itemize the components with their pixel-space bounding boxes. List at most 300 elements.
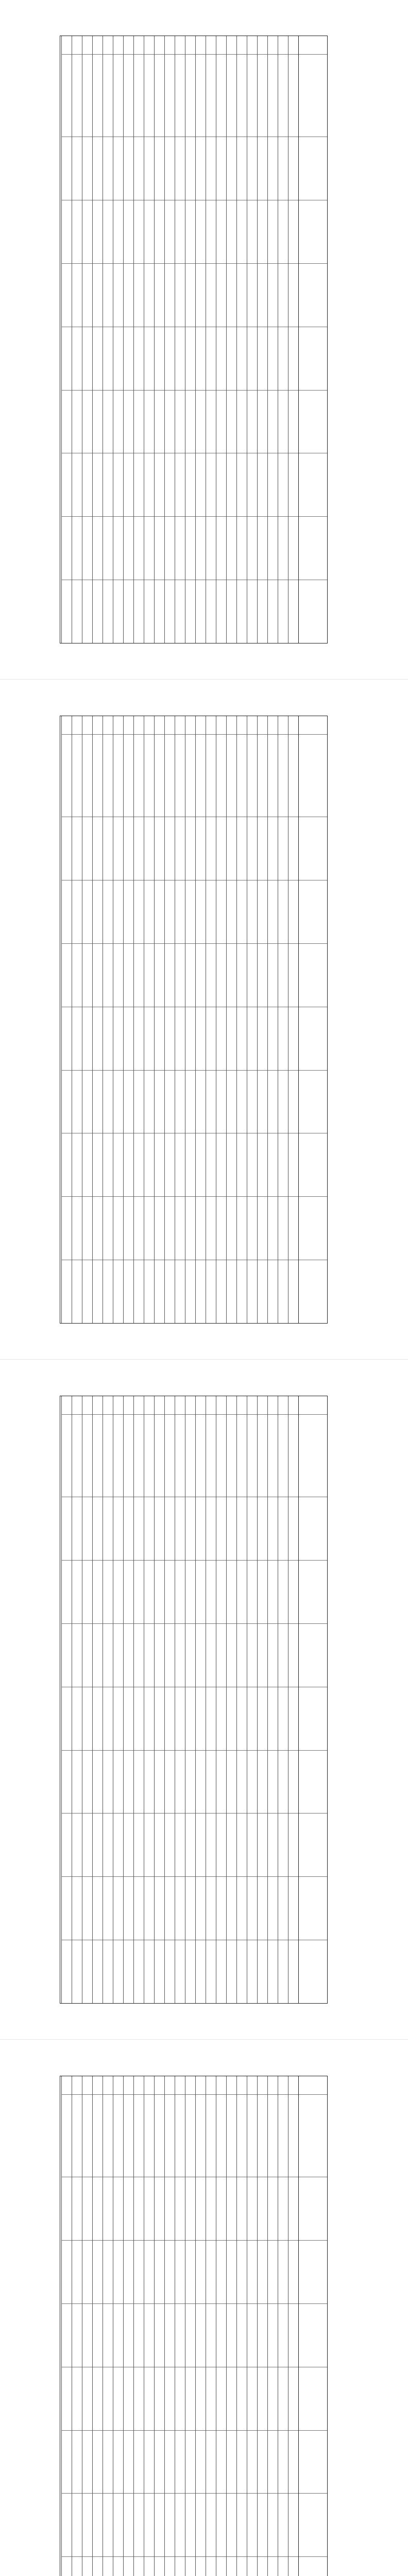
table-cell (196, 2076, 206, 2095)
table-row (216, 36, 226, 643)
table-cell (227, 735, 236, 817)
table-cell (165, 735, 175, 817)
column-header (299, 1007, 327, 1071)
table-cell (72, 2304, 82, 2367)
table-cell (103, 264, 113, 327)
table-cell (185, 1071, 195, 1134)
table-cell (165, 944, 175, 1007)
table-row (175, 716, 185, 1323)
column-header (299, 1877, 327, 1940)
table-cell (144, 264, 154, 327)
table-cell (103, 1751, 113, 1814)
table-cell (268, 1814, 278, 1877)
table-cell (124, 2076, 133, 2095)
table-cell (113, 1751, 123, 1814)
table-cell (62, 1197, 72, 1260)
table-cell (113, 2177, 123, 2241)
table-cell (165, 817, 175, 880)
table-cell (72, 2557, 82, 2576)
table-cell (103, 453, 113, 517)
table-cell (278, 327, 288, 391)
table-cell (134, 1877, 144, 1940)
table-cell (206, 2494, 216, 2557)
table-cell (247, 1260, 257, 1323)
table-cell (72, 2494, 82, 2557)
table-cell (124, 36, 133, 55)
signer-label (45, 41, 50, 72)
table-cell (134, 55, 144, 137)
table-cell (206, 735, 216, 817)
table-cell (165, 2494, 175, 2557)
column-header (299, 1624, 327, 1687)
table-cell (103, 817, 113, 880)
table-cell (82, 580, 92, 643)
table-cell (82, 2095, 92, 2177)
table-cell (165, 137, 175, 200)
table-cell (103, 2304, 113, 2367)
table-cell (185, 880, 195, 944)
table-row (185, 1396, 195, 2003)
table-cell (124, 735, 133, 817)
table-cell (72, 517, 82, 580)
document-page (0, 2040, 408, 2576)
table-cell (82, 453, 92, 517)
table-cell (144, 2095, 154, 2177)
table-cell (175, 327, 185, 391)
table-cell (237, 264, 247, 327)
table-row (236, 2076, 247, 2576)
signer-label (45, 1401, 50, 1432)
table-cell (237, 1751, 247, 1814)
table-cell (93, 517, 103, 580)
table-cell (175, 1497, 185, 1561)
table-cell (196, 1197, 206, 1260)
table-cell (196, 2494, 206, 2557)
table-cell (206, 327, 216, 391)
table-row (226, 2076, 236, 2576)
table-row (154, 2076, 164, 2576)
table-row (278, 2076, 288, 2576)
table-cell (134, 264, 144, 327)
table-cell (62, 944, 72, 1007)
table-cell (237, 944, 247, 1007)
rotated-table-sheet (60, 2076, 348, 2576)
table-cell (196, 2431, 206, 2494)
table-cell (247, 1396, 257, 1415)
table-cell (247, 1877, 257, 1940)
table-cell (216, 1687, 226, 1751)
table-cell (134, 1260, 144, 1323)
table-cell (175, 1197, 185, 1260)
table-cell (216, 1940, 226, 2003)
table-cell (185, 580, 195, 643)
table-cell (103, 55, 113, 137)
table-row (288, 716, 298, 1323)
table-cell (268, 1260, 278, 1323)
table-cell (185, 2095, 195, 2177)
table-row (164, 2076, 175, 2576)
table-cell (144, 2304, 154, 2367)
table-cell (278, 1940, 288, 2003)
table-cell (113, 580, 123, 643)
table-row (278, 716, 288, 1323)
table-cell (227, 1814, 236, 1877)
table-cell (155, 391, 164, 454)
table-cell (144, 1415, 154, 1497)
table-row (154, 1396, 164, 2003)
table-cell (113, 2076, 123, 2095)
table-cell (113, 1007, 123, 1071)
table-cell (227, 1561, 236, 1624)
table-cell (124, 1197, 133, 1260)
table-cell (278, 2076, 288, 2095)
signer-label (45, 2081, 50, 2112)
table-cell (268, 1877, 278, 1940)
table-cell (93, 944, 103, 1007)
table-cell (82, 1814, 92, 1877)
table-cell (196, 735, 206, 817)
table-cell (82, 2494, 92, 2557)
table-cell (144, 1624, 154, 1687)
table-cell (278, 1814, 288, 1877)
table-cell (258, 2241, 267, 2304)
table-row (82, 2076, 92, 2576)
table-cell (144, 735, 154, 817)
table-cell (175, 2304, 185, 2367)
table-row (92, 716, 103, 1323)
column-header (299, 1751, 327, 1814)
table-cell (196, 517, 206, 580)
table-cell (288, 2367, 298, 2431)
table-cell (155, 1497, 164, 1561)
table-cell (165, 1940, 175, 2003)
table-cell (206, 1071, 216, 1134)
table-cell (62, 2241, 72, 2304)
table-cell (288, 944, 298, 1007)
table-cell (206, 264, 216, 327)
table-cell (175, 1260, 185, 1323)
page-title (338, 716, 347, 1324)
table-cell (247, 1197, 257, 1260)
table-cell (227, 2177, 236, 2241)
table-row (92, 36, 103, 643)
table-cell (278, 264, 288, 327)
table-cell (237, 137, 247, 200)
table-cell (72, 716, 82, 735)
table-cell (258, 1133, 267, 1197)
table-row (123, 36, 133, 643)
table-cell (103, 716, 113, 735)
table-cell (165, 55, 175, 137)
table-cell (247, 55, 257, 137)
table-cell (206, 2177, 216, 2241)
table-cell (247, 517, 257, 580)
table-cell (247, 817, 257, 880)
table-cell (175, 517, 185, 580)
table-cell (165, 453, 175, 517)
table-cell (206, 1877, 216, 1940)
table-cell (103, 1197, 113, 1260)
table-cell (258, 1071, 267, 1134)
table-cell (258, 716, 267, 735)
table-cell (185, 55, 195, 137)
table-cell (247, 1497, 257, 1561)
table-cell (103, 2494, 113, 2557)
table-cell (196, 2241, 206, 2304)
data-table (60, 1396, 328, 2004)
table-cell (288, 264, 298, 327)
table-cell (227, 1396, 236, 1415)
table-cell (237, 391, 247, 454)
table-cell (155, 1940, 164, 2003)
table-cell (247, 2076, 257, 2095)
table-cell (237, 1877, 247, 1940)
table-cell (247, 735, 257, 817)
table-cell (165, 880, 175, 944)
table-cell (134, 1415, 144, 1497)
table-cell (216, 1561, 226, 1624)
table-cell (62, 453, 72, 517)
table-cell (144, 944, 154, 1007)
table-cell (216, 200, 226, 264)
table-cell (165, 1415, 175, 1497)
table-cell (113, 1561, 123, 1624)
table-cell (288, 880, 298, 944)
table-row (257, 2076, 267, 2576)
table-cell (258, 1751, 267, 1814)
table-cell (278, 1260, 288, 1323)
table-cell (124, 517, 133, 580)
column-header (299, 2431, 327, 2494)
table-cell (237, 2241, 247, 2304)
table-cell (72, 1197, 82, 1260)
table-cell (227, 2557, 236, 2576)
table-cell (227, 1007, 236, 1071)
table-cell (82, 817, 92, 880)
column-header (299, 1071, 327, 1134)
table-cell (93, 2367, 103, 2431)
table-cell (82, 264, 92, 327)
table-cell (155, 2241, 164, 2304)
table-cell (165, 2076, 175, 2095)
table-cell (72, 1814, 82, 1877)
table-cell (113, 817, 123, 880)
table-cell (144, 1197, 154, 1260)
table-cell (216, 36, 226, 55)
table-cell (124, 453, 133, 517)
table-cell (82, 1260, 92, 1323)
table-cell (206, 200, 216, 264)
table-cell (196, 453, 206, 517)
table-cell (278, 1197, 288, 1260)
table-cell (72, 944, 82, 1007)
table-cell (288, 391, 298, 454)
table-row (267, 1396, 278, 2003)
table-cell (62, 36, 72, 55)
table-cell (134, 36, 144, 55)
table-row (288, 2076, 298, 2576)
page-title (338, 1396, 347, 2004)
table-cell (144, 1814, 154, 1877)
table-cell (144, 2494, 154, 2557)
table-cell (288, 716, 298, 735)
table-cell (237, 1260, 247, 1323)
table-cell (144, 1133, 154, 1197)
table-cell (62, 716, 72, 735)
table-cell (134, 453, 144, 517)
table-cell (206, 1133, 216, 1197)
table-row (226, 1396, 236, 2003)
table-cell (175, 880, 185, 944)
table-cell (175, 453, 185, 517)
table-cell (134, 817, 144, 880)
table-row (195, 716, 206, 1323)
table-cell (113, 1814, 123, 1877)
table-cell (134, 2367, 144, 2431)
table-cell (165, 1624, 175, 1687)
table-cell (82, 2367, 92, 2431)
table-cell (268, 1415, 278, 1497)
table-cell (93, 2557, 103, 2576)
table-cell (62, 1007, 72, 1071)
table-cell (237, 1687, 247, 1751)
table-cell (258, 453, 267, 517)
table-cell (206, 55, 216, 137)
table-cell (103, 137, 113, 200)
column-header (299, 944, 327, 1007)
table-cell (62, 2304, 72, 2367)
table-header-row (298, 2076, 327, 2576)
table-cell (206, 1751, 216, 1814)
table-cell (175, 1814, 185, 1877)
table-cell (62, 2431, 72, 2494)
table-cell (165, 2557, 175, 2576)
table-cell (62, 1133, 72, 1197)
table-cell (216, 880, 226, 944)
table-cell (134, 735, 144, 817)
table-cell (155, 1751, 164, 1814)
table-cell (268, 817, 278, 880)
table-cell (247, 137, 257, 200)
table-cell (144, 1561, 154, 1624)
document-page (0, 0, 408, 680)
table-cell (62, 55, 72, 137)
table-cell (258, 200, 267, 264)
table-cell (165, 391, 175, 454)
table-cell (288, 1877, 298, 1940)
table-cell (196, 2095, 206, 2177)
table-cell (155, 1624, 164, 1687)
table-row (216, 2076, 226, 2576)
table-cell (206, 2304, 216, 2367)
table-cell (196, 817, 206, 880)
table-row (103, 1396, 113, 2003)
table-cell (62, 1940, 72, 2003)
table-row (175, 1396, 185, 2003)
table-cell (134, 2076, 144, 2095)
table-cell (93, 1877, 103, 1940)
table-cell (278, 1624, 288, 1687)
table-cell (72, 1940, 82, 2003)
table-cell (103, 1561, 113, 1624)
table-cell (268, 1007, 278, 1071)
table-cell (93, 1415, 103, 1497)
table-cell (103, 1624, 113, 1687)
table-cell (268, 580, 278, 643)
table-cell (165, 716, 175, 735)
table-row (267, 716, 278, 1323)
table-cell (278, 817, 288, 880)
table-cell (72, 817, 82, 880)
table-cell (134, 1751, 144, 1814)
table-cell (72, 580, 82, 643)
column-header (299, 391, 327, 454)
table-cell (82, 36, 92, 55)
table-cell (258, 817, 267, 880)
table-row (226, 36, 236, 643)
table-cell (268, 1071, 278, 1134)
table-cell (185, 1687, 195, 1751)
table-cell (72, 453, 82, 517)
table-cell (206, 1624, 216, 1687)
table-cell (124, 264, 133, 327)
table-cell (124, 2304, 133, 2367)
table-cell (278, 1415, 288, 1497)
table-cell (144, 2076, 154, 2095)
table-cell (82, 55, 92, 137)
table-cell (216, 2431, 226, 2494)
table-cell (206, 1415, 216, 1497)
table-cell (113, 2241, 123, 2304)
table-cell (206, 944, 216, 1007)
table-row (247, 1396, 257, 2003)
table-cell (227, 264, 236, 327)
table-cell (165, 1071, 175, 1134)
table-cell (278, 1687, 288, 1751)
table-row (61, 716, 72, 1323)
table-cell (72, 55, 82, 137)
table-row (61, 36, 72, 643)
table-cell (278, 1071, 288, 1134)
table-cell (175, 1396, 185, 1415)
column-header (299, 327, 327, 391)
table-cell (93, 1814, 103, 1877)
table-cell (206, 880, 216, 944)
table-row (113, 1396, 123, 2003)
table-cell (227, 2076, 236, 2095)
table-cell (258, 2095, 267, 2177)
table-cell (288, 1007, 298, 1071)
table-cell (227, 817, 236, 880)
table-cell (237, 517, 247, 580)
table-cell (134, 1071, 144, 1134)
table-cell (227, 1415, 236, 1497)
table-cell (206, 2431, 216, 2494)
table-row (61, 1396, 72, 2003)
column-header (299, 517, 327, 580)
table-cell (258, 517, 267, 580)
table-cell (288, 1814, 298, 1877)
table-row (113, 716, 123, 1323)
table-cell (72, 327, 82, 391)
table-cell (93, 327, 103, 391)
table-cell (155, 1877, 164, 1940)
table-cell (237, 2367, 247, 2431)
table-cell (134, 1624, 144, 1687)
table-cell (82, 1877, 92, 1940)
table-cell (124, 2241, 133, 2304)
table-cell (185, 1415, 195, 1497)
